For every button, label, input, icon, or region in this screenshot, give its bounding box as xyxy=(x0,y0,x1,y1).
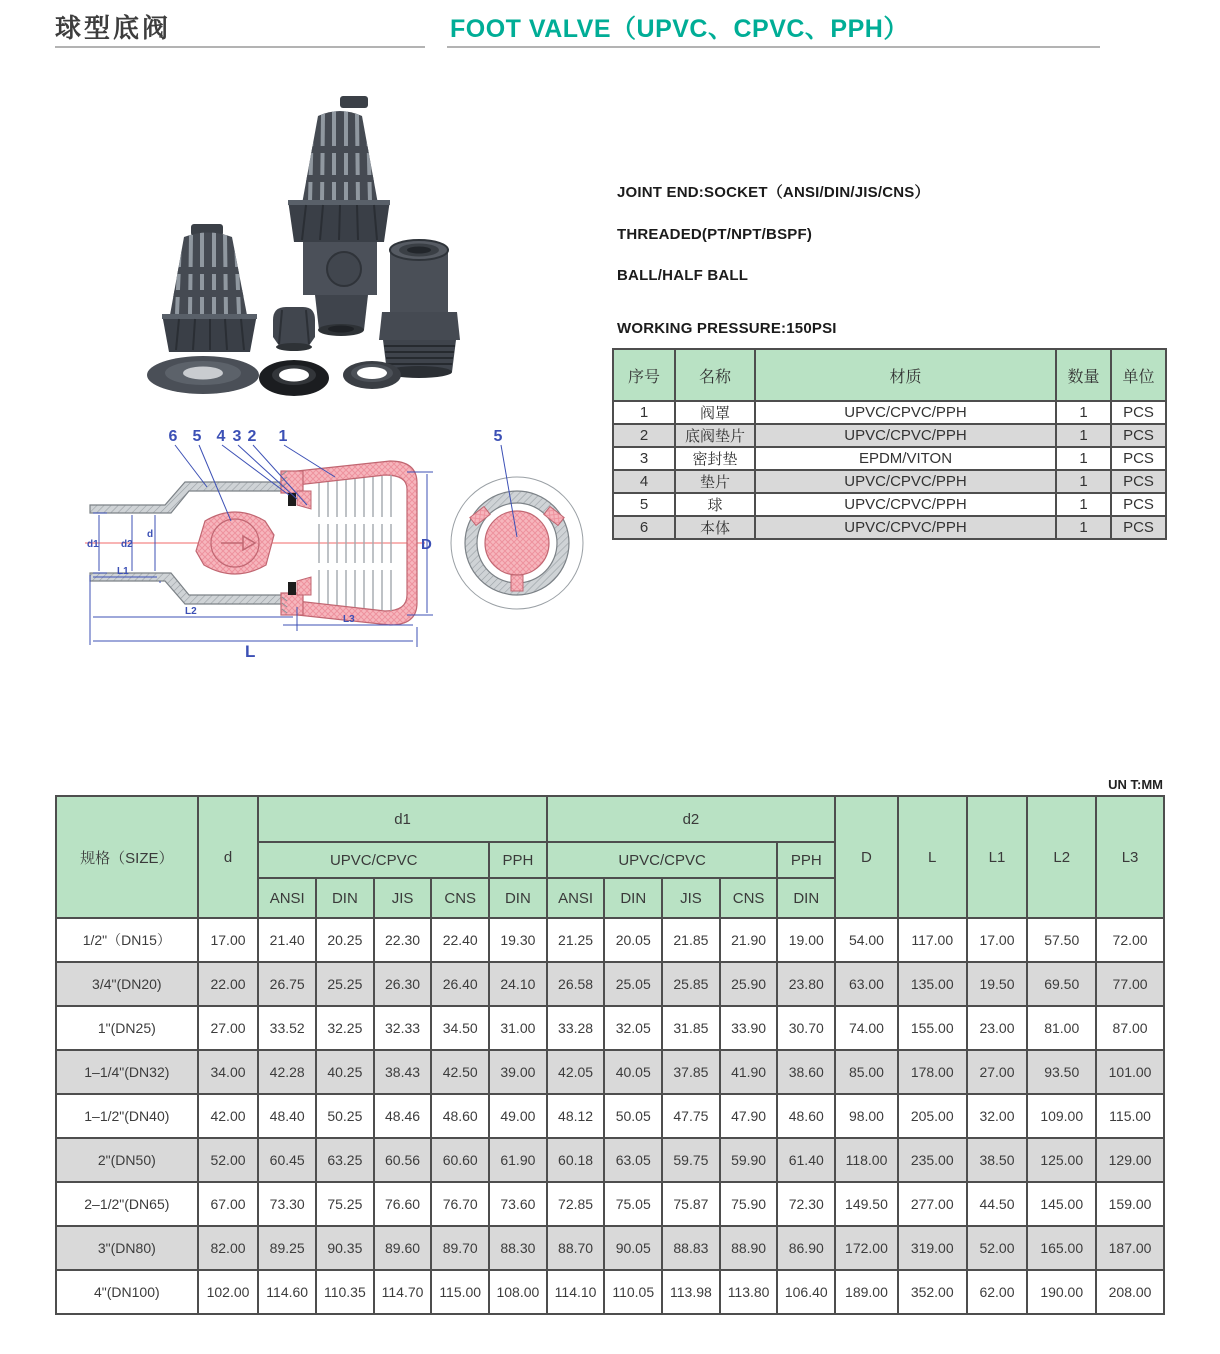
dim-table-row xyxy=(56,918,1164,962)
dim-table-cell: 76.60 xyxy=(374,1182,432,1226)
dim-table-cell: 3/4"(DN20) xyxy=(56,962,198,1006)
dim-table-cell: 60.45 xyxy=(258,1138,316,1182)
parts-table-cell: 垫片 xyxy=(675,470,755,493)
dim-table-cell: 25.25 xyxy=(316,962,374,1006)
spec-line-ball: BALL/HALF BALL xyxy=(617,267,749,284)
parts-table-cell: 1 xyxy=(1056,401,1111,424)
parts-table-cell: 本体 xyxy=(675,516,755,539)
dim-header-l1: L1 xyxy=(967,796,1028,918)
dim-table-cell: 117.00 xyxy=(898,918,967,962)
dim-table-cell: 32.00 xyxy=(967,1094,1028,1138)
dim-table-cell: 19.50 xyxy=(967,962,1028,1006)
dim-table-cell: 85.00 xyxy=(835,1050,898,1094)
dim-table-cell: 88.30 xyxy=(489,1226,547,1270)
parts-table-row xyxy=(613,470,1166,493)
page-title-cn: 球型底阀 xyxy=(55,13,172,43)
dim-table-cell: 205.00 xyxy=(898,1094,967,1138)
parts-table-row xyxy=(613,516,1166,539)
dim-table-cell: 63.00 xyxy=(835,962,898,1006)
dim-table-row xyxy=(56,1050,1164,1094)
dim-table-cell: 25.85 xyxy=(662,962,720,1006)
dim-table-cell: 75.90 xyxy=(720,1182,778,1226)
dim-table-cell: 52.00 xyxy=(967,1226,1028,1270)
dim-header-std: ANSI xyxy=(258,878,316,918)
dim-table-cell: 90.05 xyxy=(604,1226,662,1270)
dim-header-std: CNS xyxy=(720,878,778,918)
dim-table-cell: 90.35 xyxy=(316,1226,374,1270)
drawing-circle-label: 5 xyxy=(493,428,503,445)
parts-table-cell: 密封垫 xyxy=(675,447,755,470)
dim-header-l3: L3 xyxy=(1096,796,1164,918)
dim-table-cell: 88.90 xyxy=(720,1226,778,1270)
dim-table-cell: 190.00 xyxy=(1027,1270,1096,1314)
dim-table-cell: 22.30 xyxy=(374,918,432,962)
dim-header-std: DIN xyxy=(489,878,547,918)
dim-table-row xyxy=(56,962,1164,1006)
parts-header-unit: 单位 xyxy=(1111,349,1166,401)
parts-table-cell: 球 xyxy=(675,493,755,516)
dim-table-cell: 32.25 xyxy=(316,1006,374,1050)
dim-table-cell: 26.30 xyxy=(374,962,432,1006)
dim-label-l2: L2 xyxy=(185,606,197,617)
dim-table-cell: 72.30 xyxy=(777,1182,835,1226)
dim-table-cell: 69.50 xyxy=(1027,962,1096,1006)
dim-header-std: DIN xyxy=(604,878,662,918)
dim-table-cell: 101.00 xyxy=(1096,1050,1164,1094)
parts-table-cell: 1 xyxy=(1056,424,1111,447)
dim-label-l1: L1 xyxy=(117,566,129,577)
dim-table-cell: 149.50 xyxy=(835,1182,898,1226)
dim-table-cell: 57.50 xyxy=(1027,918,1096,962)
dim-table-cell: 38.50 xyxy=(967,1138,1028,1182)
dim-table-cell: 113.98 xyxy=(662,1270,720,1314)
dim-header-upvc-cpvc-d1: UPVC/CPVC xyxy=(258,842,489,878)
dim-table-cell: 33.52 xyxy=(258,1006,316,1050)
dim-table-cell: 59.90 xyxy=(720,1138,778,1182)
dim-table-cell: 178.00 xyxy=(898,1050,967,1094)
dim-table-cell: 77.00 xyxy=(1096,962,1164,1006)
dim-table-body xyxy=(56,918,1164,1314)
dim-table-cell: 22.40 xyxy=(431,918,489,962)
dim-label-d-cap: D xyxy=(421,536,432,553)
dim-table-cell: 50.25 xyxy=(316,1094,374,1138)
dim-table-cell: 1/2"（DN15） xyxy=(56,918,198,962)
dim-table-cell: 41.90 xyxy=(720,1050,778,1094)
dim-table-cell: 93.50 xyxy=(1027,1050,1096,1094)
dim-header-d1: d1 xyxy=(258,796,546,842)
dim-label-d1: d1 xyxy=(87,539,99,550)
dim-table-cell: 54.00 xyxy=(835,918,898,962)
dim-table-cell: 44.50 xyxy=(967,1182,1028,1226)
dim-table-cell: 31.85 xyxy=(662,1006,720,1050)
parts-table-row xyxy=(613,447,1166,470)
dim-table-cell: 21.40 xyxy=(258,918,316,962)
dim-table-cell: 30.70 xyxy=(777,1006,835,1050)
dim-table-cell: 67.00 xyxy=(198,1182,259,1226)
dim-label-d2: d2 xyxy=(121,539,133,550)
dim-table-cell: 25.05 xyxy=(604,962,662,1006)
dim-header-d2: d2 xyxy=(547,796,835,842)
parts-table-row xyxy=(613,401,1166,424)
dim-table-cell: 125.00 xyxy=(1027,1138,1096,1182)
drawing-part-number: 3 xyxy=(232,428,242,445)
parts-table-cell: 底阀垫片 xyxy=(675,424,755,447)
parts-table-cell: UPVC/CPVC/PPH xyxy=(755,516,1056,539)
dim-header-std: JIS xyxy=(662,878,720,918)
parts-table-cell: PCS xyxy=(1111,493,1166,516)
dim-table-cell: 33.90 xyxy=(720,1006,778,1050)
dim-table-cell: 17.00 xyxy=(967,918,1028,962)
parts-table-cell: 阀罩 xyxy=(675,401,755,424)
dim-table-row xyxy=(56,1270,1164,1314)
dim-table-cell: 34.50 xyxy=(431,1006,489,1050)
parts-table-cell: UPVC/CPVC/PPH xyxy=(755,401,1056,424)
dim-header-pph-d1: PPH xyxy=(489,842,547,878)
dim-table-cell: 74.00 xyxy=(835,1006,898,1050)
dim-table-cell: 110.05 xyxy=(604,1270,662,1314)
parts-table-cell: 1 xyxy=(1056,516,1111,539)
dim-table-cell: 23.00 xyxy=(967,1006,1028,1050)
dim-table-cell: 187.00 xyxy=(1096,1226,1164,1270)
dim-table-cell: 42.50 xyxy=(431,1050,489,1094)
dim-table-cell: 48.12 xyxy=(547,1094,605,1138)
dim-header-size: 规格（SIZE） xyxy=(56,796,198,918)
dim-table-cell: 189.00 xyxy=(835,1270,898,1314)
dim-table-cell: 277.00 xyxy=(898,1182,967,1226)
dim-table-cell: 40.25 xyxy=(316,1050,374,1094)
dim-table-cell: 86.90 xyxy=(777,1226,835,1270)
parts-table-cell: 2 xyxy=(613,424,675,447)
dim-table-cell: 40.05 xyxy=(604,1050,662,1094)
dim-table-cell: 32.05 xyxy=(604,1006,662,1050)
dim-table-row xyxy=(56,1226,1164,1270)
dim-table-cell: 47.90 xyxy=(720,1094,778,1138)
dim-header-std: CNS xyxy=(431,878,489,918)
dim-table-cell: 89.70 xyxy=(431,1226,489,1270)
dim-table-cell: 21.85 xyxy=(662,918,720,962)
dim-table-cell: 27.00 xyxy=(198,1006,259,1050)
parts-table-cell: 4 xyxy=(613,470,675,493)
parts-table-cell: UPVC/CPVC/PPH xyxy=(755,493,1056,516)
dim-table-cell: 38.60 xyxy=(777,1050,835,1094)
dim-table-cell: 26.58 xyxy=(547,962,605,1006)
dim-table-cell: 17.00 xyxy=(198,918,259,962)
dim-table-cell: 19.00 xyxy=(777,918,835,962)
dim-table-cell: 165.00 xyxy=(1027,1226,1096,1270)
parts-table-header-row xyxy=(613,349,1166,401)
dim-header-std: JIS xyxy=(374,878,432,918)
dim-table-cell: 88.70 xyxy=(547,1226,605,1270)
dim-table-cell: 115.00 xyxy=(431,1270,489,1314)
parts-table-cell: 1 xyxy=(1056,470,1111,493)
dim-table-cell: 60.56 xyxy=(374,1138,432,1182)
parts-table-cell: UPVC/CPVC/PPH xyxy=(755,470,1056,493)
dim-table-cell: 115.00 xyxy=(1096,1094,1164,1138)
parts-table xyxy=(612,348,1167,540)
dim-table-row xyxy=(56,1006,1164,1050)
dim-table-cell: 114.70 xyxy=(374,1270,432,1314)
parts-table-cell: 5 xyxy=(613,493,675,516)
dim-table-cell: 34.00 xyxy=(198,1050,259,1094)
dim-table-cell: 20.05 xyxy=(604,918,662,962)
dim-table-cell: 1"(DN25) xyxy=(56,1006,198,1050)
dim-header-l: L xyxy=(898,796,967,918)
dim-table-cell: 62.00 xyxy=(967,1270,1028,1314)
parts-table-cell: 6 xyxy=(613,516,675,539)
dim-table-cell: 89.60 xyxy=(374,1226,432,1270)
parts-table-cell: 3 xyxy=(613,447,675,470)
product-photo xyxy=(60,82,580,422)
dim-label-d: d xyxy=(147,529,154,540)
dim-table-cell: 49.00 xyxy=(489,1094,547,1138)
dim-table-cell: 73.60 xyxy=(489,1182,547,1226)
parts-table-cell: PCS xyxy=(1111,424,1166,447)
spec-line-threaded: THREADED(PT/NPT/BSPF) xyxy=(617,226,813,243)
dim-table-cell: 32.33 xyxy=(374,1006,432,1050)
dim-table-cell: 21.25 xyxy=(547,918,605,962)
dim-table-cell: 19.30 xyxy=(489,918,547,962)
spec-line-joint-end: JOINT END:SOCKET（ANSI/DIN/JIS/CNS） xyxy=(617,184,930,201)
dim-table-cell: 48.40 xyxy=(258,1094,316,1138)
dim-label-l3: L3 xyxy=(343,614,355,625)
dim-table-cell: 208.00 xyxy=(1096,1270,1164,1314)
dim-table-cell: 88.83 xyxy=(662,1226,720,1270)
parts-table-row xyxy=(613,424,1166,447)
dim-table-cell: 82.00 xyxy=(198,1226,259,1270)
dim-table-row xyxy=(56,1138,1164,1182)
dim-table-cell: 72.00 xyxy=(1096,918,1164,962)
parts-table-cell: UPVC/CPVC/PPH xyxy=(755,424,1056,447)
dim-table-cell: 48.60 xyxy=(431,1094,489,1138)
dim-table-cell: 75.87 xyxy=(662,1182,720,1226)
page-title-en: FOOT VALVE（UPVC、CPVC、PPH） xyxy=(450,15,909,43)
dim-table-cell: 1–1/4"(DN32) xyxy=(56,1050,198,1094)
dim-table-cell: 38.43 xyxy=(374,1050,432,1094)
dim-header-std: DIN xyxy=(777,878,835,918)
dim-table-cell: 129.00 xyxy=(1096,1138,1164,1182)
dim-table-cell: 61.90 xyxy=(489,1138,547,1182)
dim-header-std: ANSI xyxy=(547,878,605,918)
dim-table-cell: 114.10 xyxy=(547,1270,605,1314)
dim-table-cell: 42.05 xyxy=(547,1050,605,1094)
dim-table-cell: 21.90 xyxy=(720,918,778,962)
dim-table-cell: 59.75 xyxy=(662,1138,720,1182)
dim-table-cell: 235.00 xyxy=(898,1138,967,1182)
dim-table-cell: 81.00 xyxy=(1027,1006,1096,1050)
parts-table-cell: PCS xyxy=(1111,516,1166,539)
dim-table-cell: 114.60 xyxy=(258,1270,316,1314)
dim-table-cell: 118.00 xyxy=(835,1138,898,1182)
dim-table-cell: 73.30 xyxy=(258,1182,316,1226)
dim-table-cell: 22.00 xyxy=(198,962,259,1006)
dim-table-cell: 52.00 xyxy=(198,1138,259,1182)
drawing-part-number: 5 xyxy=(192,428,202,445)
dim-table-cell: 109.00 xyxy=(1027,1094,1096,1138)
dim-header-std: DIN xyxy=(316,878,374,918)
dim-table-cell: 60.60 xyxy=(431,1138,489,1182)
dim-table-cell: 145.00 xyxy=(1027,1182,1096,1226)
dim-table-cell: 110.35 xyxy=(316,1270,374,1314)
dim-table-cell: 24.10 xyxy=(489,962,547,1006)
dim-table-cell: 2–1/2"(DN65) xyxy=(56,1182,198,1226)
dim-table-cell: 113.80 xyxy=(720,1270,778,1314)
parts-table-cell: 1 xyxy=(613,401,675,424)
dim-table-cell: 4"(DN100) xyxy=(56,1270,198,1314)
dim-table-cell: 48.46 xyxy=(374,1094,432,1138)
dim-table-cell: 20.25 xyxy=(316,918,374,962)
dim-table-cell: 61.40 xyxy=(777,1138,835,1182)
dim-table-cell: 23.80 xyxy=(777,962,835,1006)
parts-header-name: 名称 xyxy=(675,349,755,401)
dim-table-cell: 319.00 xyxy=(898,1226,967,1270)
parts-table-row xyxy=(613,493,1166,516)
dim-table-cell: 1–1/2"(DN40) xyxy=(56,1094,198,1138)
dim-table-cell: 26.40 xyxy=(431,962,489,1006)
dim-table-row xyxy=(56,1182,1164,1226)
dim-table-cell: 76.70 xyxy=(431,1182,489,1226)
dim-table-cell: 108.00 xyxy=(489,1270,547,1314)
dim-table-cell: 39.00 xyxy=(489,1050,547,1094)
dim-table-cell: 3"(DN80) xyxy=(56,1226,198,1270)
dim-table-cell: 50.05 xyxy=(604,1094,662,1138)
unit-note: UN T:MM xyxy=(1108,777,1163,792)
parts-table-cell: PCS xyxy=(1111,470,1166,493)
parts-table-cell: EPDM/VITON xyxy=(755,447,1056,470)
dim-table-cell: 60.18 xyxy=(547,1138,605,1182)
parts-table-cell: PCS xyxy=(1111,447,1166,470)
dim-table-cell: 98.00 xyxy=(835,1094,898,1138)
drawing-part-number: 1 xyxy=(278,428,288,445)
dim-table-cell: 2"(DN50) xyxy=(56,1138,198,1182)
parts-table-body xyxy=(613,401,1166,539)
parts-table-cell: 1 xyxy=(1056,493,1111,516)
dim-header-pph-d2: PPH xyxy=(777,842,835,878)
header-rule-left xyxy=(55,46,425,48)
dim-table-cell: 25.90 xyxy=(720,962,778,1006)
dim-table-cell: 155.00 xyxy=(898,1006,967,1050)
dim-table-cell: 89.25 xyxy=(258,1226,316,1270)
drawing-part-number: 6 xyxy=(168,428,178,445)
dim-table-cell: 135.00 xyxy=(898,962,967,1006)
dim-table-cell: 31.00 xyxy=(489,1006,547,1050)
dim-table-row xyxy=(56,1094,1164,1138)
dim-table-cell: 26.75 xyxy=(258,962,316,1006)
dim-table-cell: 75.05 xyxy=(604,1182,662,1226)
dim-header-l2: L2 xyxy=(1027,796,1096,918)
dim-table-cell: 63.25 xyxy=(316,1138,374,1182)
dim-table-cell: 42.28 xyxy=(258,1050,316,1094)
dim-table-cell: 87.00 xyxy=(1096,1006,1164,1050)
dim-table-cell: 352.00 xyxy=(898,1270,967,1314)
dim-table-cell: 48.60 xyxy=(777,1094,835,1138)
dim-table-cell: 102.00 xyxy=(198,1270,259,1314)
dim-table-cell: 47.75 xyxy=(662,1094,720,1138)
drawing-part-number: 4 xyxy=(216,428,226,445)
dim-table-cell: 172.00 xyxy=(835,1226,898,1270)
dim-table-cell: 159.00 xyxy=(1096,1182,1164,1226)
drawing-part-number: 2 xyxy=(247,428,257,445)
header-rule-right xyxy=(447,46,1100,48)
dim-table-cell: 63.05 xyxy=(604,1138,662,1182)
dim-label-l: L xyxy=(245,642,256,661)
dim-table-cell: 33.28 xyxy=(547,1006,605,1050)
spec-line-working-pressure: WORKING PRESSURE:150PSI xyxy=(617,320,837,337)
parts-table-cell: 1 xyxy=(1056,447,1111,470)
dim-table-cell: 106.40 xyxy=(777,1270,835,1314)
dim-table-cell: 42.00 xyxy=(198,1094,259,1138)
technical-drawing xyxy=(85,425,600,665)
dim-header-upvc-cpvc-d2: UPVC/CPVC xyxy=(547,842,778,878)
dim-table-cell: 27.00 xyxy=(967,1050,1028,1094)
parts-header-qty: 数量 xyxy=(1056,349,1111,401)
dim-header-cap-d: D xyxy=(835,796,898,918)
dim-table-cell: 72.85 xyxy=(547,1182,605,1226)
dim-table-cell: 75.25 xyxy=(316,1182,374,1226)
dim-header-d: d xyxy=(198,796,259,918)
parts-header-material: 材质 xyxy=(755,349,1056,401)
dim-header-row-1 xyxy=(56,796,1164,842)
dimension-table xyxy=(55,795,1165,1315)
parts-header-no: 序号 xyxy=(613,349,675,401)
parts-table-cell: PCS xyxy=(1111,401,1166,424)
dim-table-cell: 37.85 xyxy=(662,1050,720,1094)
